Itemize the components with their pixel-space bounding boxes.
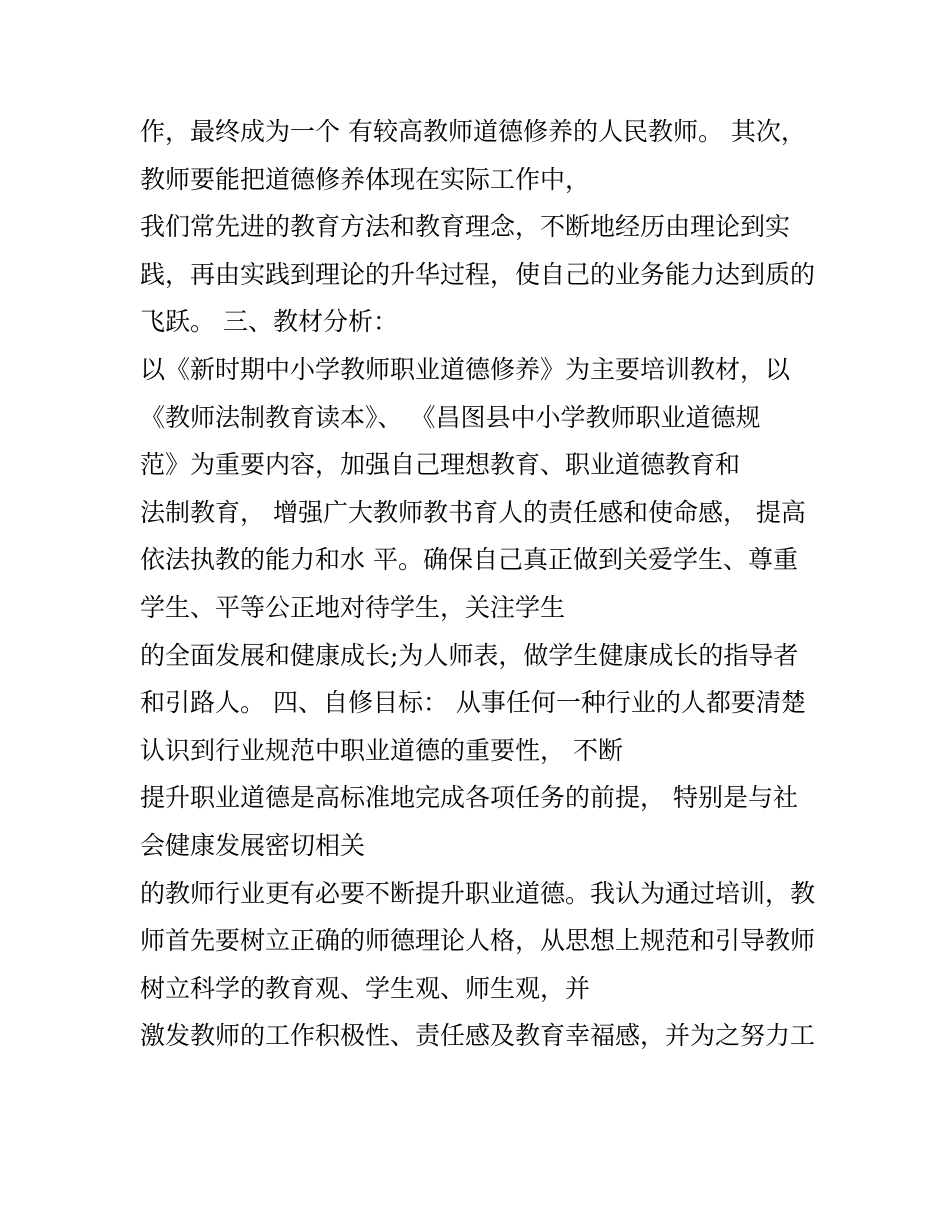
text-line: 认识到行业规范中职业道德的重要性， 不断 — [140, 735, 623, 765]
text-line: 飞跃。 三、教材分析： — [140, 307, 398, 337]
text-line: 的教师行业更有必要不断提升职业道德。我认为通过培训，教 — [140, 878, 816, 908]
text-line: 学生、平等公正地对待学生，关注学生 — [140, 592, 566, 622]
text-line: 践，再由实践到理论的升华过程，使自己的业务能力达到质的 — [140, 259, 816, 289]
text-line: 的全面发展和健康成长;为人师表，做学生健康成长的指导者 — [140, 640, 799, 670]
text-line: 提升职业道德是高标准地完成各项任务的前提， 特别是与社 — [140, 783, 798, 813]
text-line: 师首先要树立正确的师德理论人格，从思想上规范和引导教师 — [140, 926, 816, 956]
body-text — [140, 108, 830, 1060]
text-line: 以《新时期中小学教师职业道德修养》为主要培训教材，以 — [140, 354, 791, 384]
text-line: 作，最终成为一个 有较高教师道德修养的人民教师。 其次， — [140, 117, 806, 146]
text-line: 教师要能把道德修养体现在实际工作中， — [140, 164, 591, 194]
text-line: 树立科学的教育观、学生观、师生观，并 — [140, 973, 591, 1003]
text-line: 范》为重要内容，加强自己理想教育、职业道德教育和 — [140, 450, 741, 480]
text-line: 依法执教的能力和水 平。确保自己真正做到关爱学生、尊重 — [140, 545, 798, 575]
text-line: 会健康发展密切相关 — [140, 830, 366, 860]
text-line: 激发教师的工作积极性、责任感及教育幸福感，并为之努力工 — [140, 1021, 816, 1051]
text-line: 我们常先进的教育方法和教育理念，不断地经历由理论到实 — [140, 212, 791, 242]
text-line: 和引路人。 四、自修目标： 从事任何一种行业的人都要清楚 — [140, 688, 806, 718]
text-line: 《教师法制教育读本》、 《昌图县中小学教师职业道德规 — [140, 402, 761, 432]
text-line: 法制教育， 增强广大教师教书育人的责任感和使命感， 提高 — [140, 497, 806, 527]
